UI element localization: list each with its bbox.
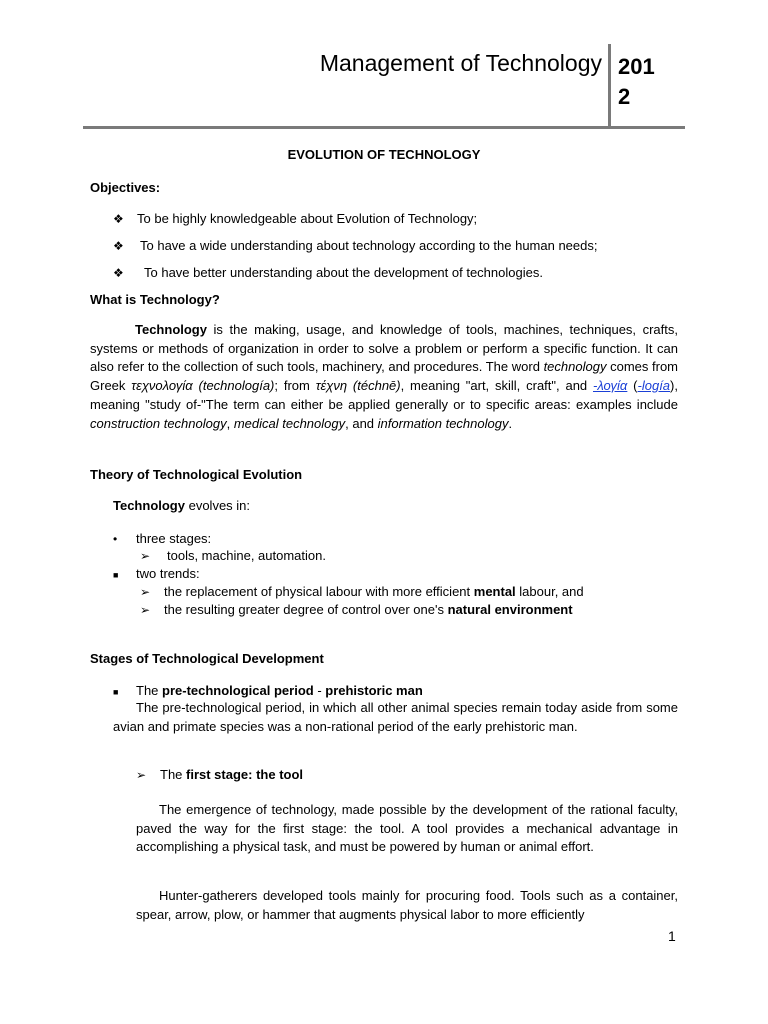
list-item-two-trends: ■ two trends:: [113, 566, 200, 581]
arrowhead-bullet-icon: ➢: [140, 603, 151, 617]
logia-link[interactable]: -logía: [637, 378, 671, 394]
list-subitem-stages: ➢ tools, machine, automation.: [140, 548, 326, 563]
page-number: 1: [668, 928, 676, 944]
diamond-bullet-icon: ❖: [113, 212, 124, 226]
hunter-gatherers-paragraph: Hunter-gatherers developed tools mainly for procuring food. Tools such as a container, spear, arrow, plow, or hammer that augments physical labor to more efficiently: [136, 888, 678, 922]
list-item-pre-technological: ■ The pre-technological period - prehistoric man: [113, 683, 423, 698]
list-subitem-trend: ➢ the replacement of physical labour with more efficient mental labour, and: [140, 584, 584, 599]
document-header-title: Management of Technology: [319, 50, 602, 76]
header-year-line1: 201: [618, 54, 655, 79]
square-bullet-icon: ■: [113, 570, 119, 580]
theory-heading: Theory of Technological Evolution: [90, 467, 303, 482]
pre-technological-paragraph: The pre-technological period, in which all other animal species remain today aside from some avian and primate species was a non-rational period of the early prehistoric man.: [113, 700, 678, 734]
dot-bullet-icon: •: [113, 532, 118, 546]
arrowhead-bullet-icon: ➢: [140, 585, 151, 599]
header-divider-vertical: [608, 44, 611, 128]
greek-logia-link[interactable]: -λογία: [593, 378, 628, 394]
objective-item: ❖ To be highly knowledgeable about Evolution of Technology;: [113, 211, 478, 226]
list-subitem-trend: ➢ the resulting greater degree of control over one's natural environment: [140, 602, 573, 617]
diamond-bullet-icon: ❖: [113, 239, 124, 253]
stages-heading: Stages of Technological Development: [90, 651, 324, 666]
document-title: EVOLUTION OF TECHNOLOGY: [287, 147, 481, 162]
objectives-heading: Objectives:: [90, 180, 161, 195]
list-item-three-stages: • three stages:: [113, 531, 212, 546]
list-item-first-stage: ➢ The first stage: the tool: [136, 767, 304, 782]
header-divider-horizontal: [83, 126, 685, 129]
square-bullet-icon: ■: [113, 687, 119, 697]
technology-definition-paragraph: Technology is the making, usage, and knowledge of tools, machines, techniques, crafts, systems or methods of organization in order to solve a problem or perform a specific function. It can also refer to the collection of such tools, machinery, and procedures. The word technology comes from Greek τεχνολογία (technología); from τέχνη (téchnē), meaning "art, skill, craft", and -λογία (-logía), meaning "study of-"The term can either be applied generally or to specific areas: examples include construction technology, medical technology, and information technology.: [90, 322, 679, 431]
objective-item: ❖ To have a wide understanding about technology according to the human needs;: [113, 238, 598, 253]
technology-evolves-line: Technology evolves in:: [113, 498, 251, 513]
arrowhead-bullet-icon: ➢: [136, 768, 147, 782]
what-is-technology-heading: What is Technology?: [90, 292, 220, 307]
objective-item: ❖ To have better understanding about the development of technologies.: [113, 265, 543, 280]
diamond-bullet-icon: ❖: [113, 266, 124, 280]
first-stage-paragraph: The emergence of technology, made possible by the development of the rational faculty, paved the way for the first stage: the tool. A tool provides a mechanical advantage in accomplishing a physical task, and must be powered by human or animal effort.: [136, 802, 678, 855]
arrowhead-bullet-icon: ➢: [140, 549, 151, 563]
header-year: [618, 52, 668, 112]
header-year-line2: 2: [618, 84, 631, 109]
